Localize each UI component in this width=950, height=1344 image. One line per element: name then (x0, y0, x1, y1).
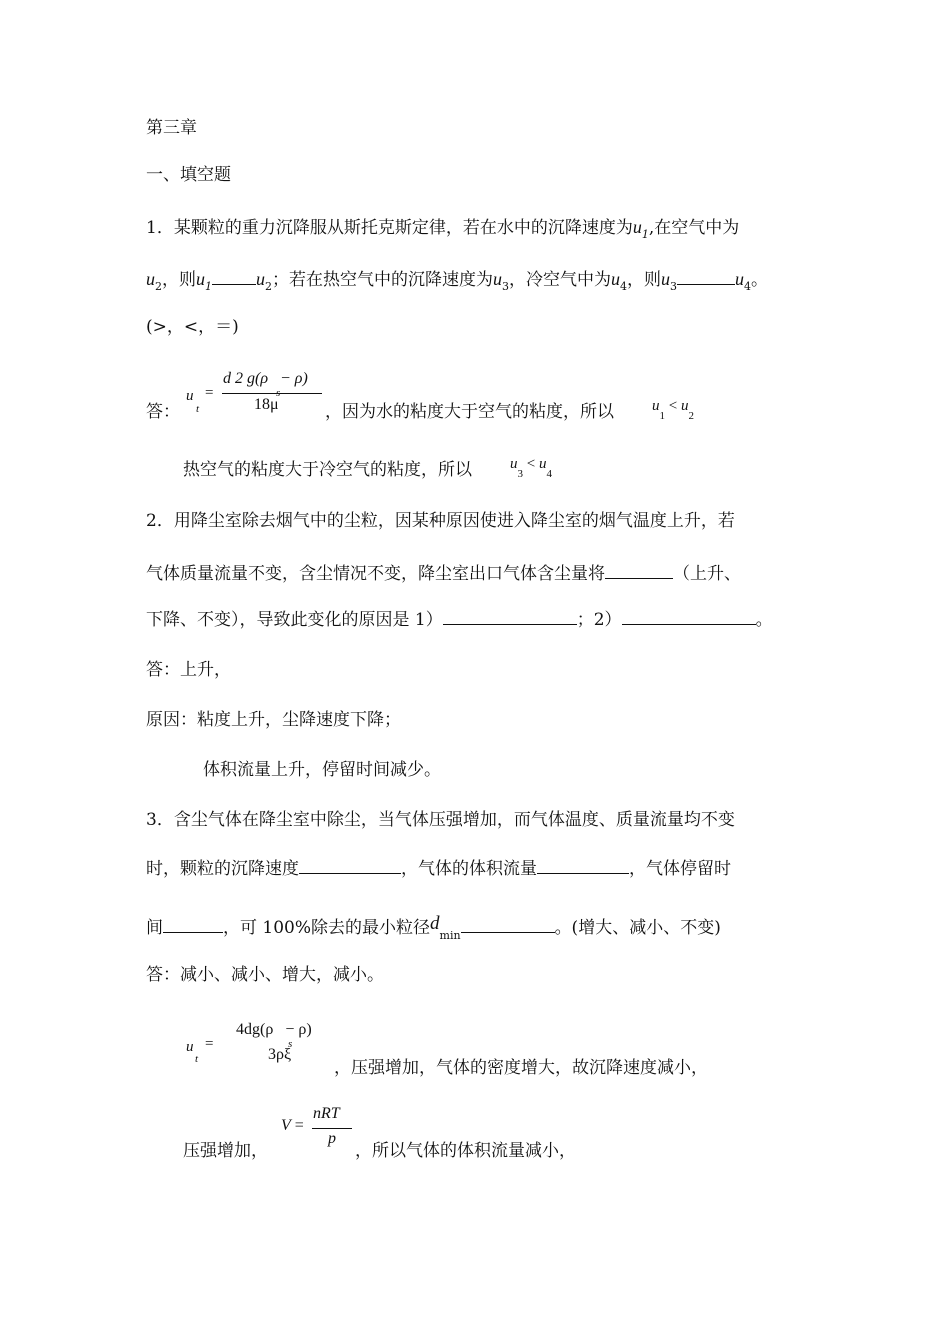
q2-blank-3[interactable] (622, 610, 756, 625)
q2-answer: 答：上升， (146, 660, 231, 680)
q1-formula-sub-s: s (276, 387, 281, 399)
section-title: 一、填空题 (146, 165, 231, 185)
q3-formula-sub-s: s (288, 1038, 293, 1050)
q1-fraction-bar (222, 393, 322, 394)
q1-answer-text: ，因为水的粘度大于空气的粘度，所以 (325, 402, 614, 422)
chapter-title: 第三章 (146, 118, 197, 138)
q2-reason2: 体积流量上升，停留时间减少。 (203, 760, 441, 780)
q1-formula-sub-t: t (196, 403, 200, 415)
q1-line2: $u_2$，则$u_1$ $u_2$；若在热空气中的沉降速度为$u_3$，冷空气中为$u_4$，则$u_3$ $u_4$。 (146, 269, 768, 293)
q3-last-line-a: 压强增加， (183, 1141, 268, 1161)
q3-answer: 答：减小、减小、增大，减小。 (146, 965, 384, 985)
q3-formula-numerator: 4dg(ρ − ρ) (236, 1021, 312, 1038)
q3-line3: 间 ，可 100%除去的最小粒径$d_{min}$ 。(增大、减小、不变) (146, 913, 721, 942)
q1-answer-relation: $u_1 < u_2$ (652, 398, 694, 422)
q3-formula-lhs: u (186, 1039, 194, 1055)
q3-formula2-denominator: p (328, 1130, 336, 1147)
q1-blank-2[interactable] (677, 270, 735, 285)
q3-formula2-bar (312, 1128, 352, 1129)
q1-formula-denominator: 18μ (254, 396, 279, 413)
q1-answer-label: 答： (146, 402, 180, 422)
q3-blank-1[interactable] (299, 859, 401, 874)
q1-answer-line2: 热空气的粘度大于冷空气的粘度，所以 (183, 460, 472, 480)
q2-line2: 气体质量流量不变，含尘情况不变，降尘室出口气体含尘量将 （上升、 (146, 564, 741, 584)
q3-line2: 时，颗粒的沉降速度 ，气体的体积流量 ，气体停留时 (146, 859, 731, 879)
q3-blank-3[interactable] (163, 918, 223, 933)
q2-line3: 下降、不变），导致此变化的原因是 1） ；2） 。 (146, 610, 773, 630)
q3-blank-4[interactable] (461, 918, 555, 933)
q3-formula-eq: = (205, 1036, 214, 1052)
q1-formula-numerator: d 2 g(ρ − ρ) (223, 370, 308, 387)
q1-line1: 1．某颗粒的重力沉降服从斯托克斯定律，若在水中的沉降速度为$u_1$,在空气中为 (146, 217, 740, 241)
q1-formula-lhs: u (186, 388, 194, 404)
q2-reason: 原因：粘度上升，尘降速度下降； (146, 710, 401, 730)
q2-line1: 2．用降尘室除去烟气中的尘粒，因某种原因使进入降尘室的烟气温度上升，若 (146, 511, 735, 531)
q2-blank-1[interactable] (605, 564, 673, 579)
q3-formula2-numerator: nRT (313, 1105, 340, 1122)
q3-formula-sub-t: t (195, 1053, 199, 1065)
q1-blank-1[interactable] (212, 270, 256, 285)
q3-line1: 3．含尘气体在降尘室中除尘，当气体压强增加，而气体温度、质量流量均不变 (146, 810, 735, 830)
q1-formula-eq: = (205, 385, 214, 401)
q2-blank-2[interactable] (443, 610, 577, 625)
q3-blank-2[interactable] (537, 859, 629, 874)
q1-answer-relation-2: $u_3 < u_4$ (510, 456, 552, 480)
q3-formula-denominator: 3ρξ (268, 1046, 292, 1063)
q3-last-line-b: ，所以气体的体积流量减小， (355, 1141, 576, 1161)
q1-options: (>，<，＝) (146, 317, 239, 337)
q3-formula-note: ，压强增加，气体的密度增大，故沉降速度减小， (334, 1058, 708, 1078)
q3-formula2: V = (281, 1117, 304, 1134)
